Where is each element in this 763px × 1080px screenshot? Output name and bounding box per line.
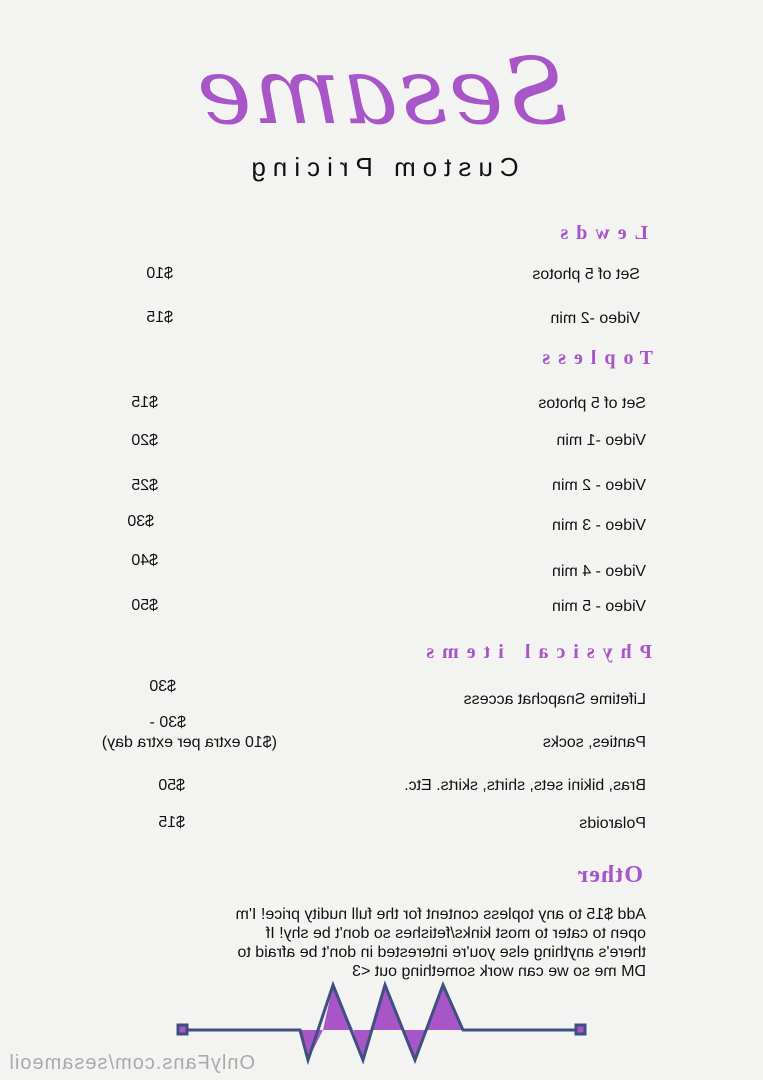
item-price: $15 — [158, 814, 185, 831]
item-price: $30 — [149, 678, 176, 695]
item-label: Video - 2 min — [552, 477, 646, 494]
item-label: Lifetime Snapchat access — [463, 691, 646, 708]
item-label: Set of 5 photos — [532, 266, 640, 283]
item-label: Panties, socks — [542, 734, 646, 751]
footer-url: OnlyFans.com/sesameoil — [8, 1052, 255, 1074]
item-label: Video - 4 min — [552, 563, 646, 580]
item-label: Video - 5 min — [552, 598, 646, 615]
section-title-physical-items: Physical items — [418, 641, 652, 663]
item-price: $50 — [131, 597, 158, 614]
item-label: Set of 5 photos — [538, 395, 646, 412]
item-price: $15 — [146, 309, 173, 326]
item-label: Video - 3 min — [552, 517, 646, 534]
item-price: $10 — [146, 265, 173, 282]
item-label: Polaroids — [579, 815, 646, 832]
section-title-other: Other — [576, 862, 643, 888]
item-price: $15 — [131, 394, 158, 411]
item-price: $30 - — [149, 714, 186, 731]
item-label: Video -2 min — [550, 310, 640, 327]
other-note-text: Add $15 to any topless content for the full nudity price! I'm open to cater to most kinks/fetishes so don't be shy! If there's anything else you're interested in don't be afraid to DM me so we can work something out <3 — [235, 906, 646, 980]
item-price: $25 — [131, 477, 158, 494]
section-title-topless: Topless — [534, 347, 653, 369]
item-label: Video -1 min — [556, 432, 646, 449]
item-price: $50 — [158, 777, 185, 794]
item-price: $40 — [131, 552, 158, 569]
section-title-lewds: Lewds — [552, 222, 648, 244]
item-price: $30 — [127, 513, 154, 530]
item-label: Bras, bikini sets, shirts, skirts. Etc. — [404, 777, 646, 794]
item-price: $20 — [131, 432, 158, 449]
brand-logo: Sesame — [194, 38, 569, 145]
page-subtitle: Custom Pricing — [244, 152, 519, 182]
item-price-note: ($10 extra per extra day) — [101, 734, 277, 751]
